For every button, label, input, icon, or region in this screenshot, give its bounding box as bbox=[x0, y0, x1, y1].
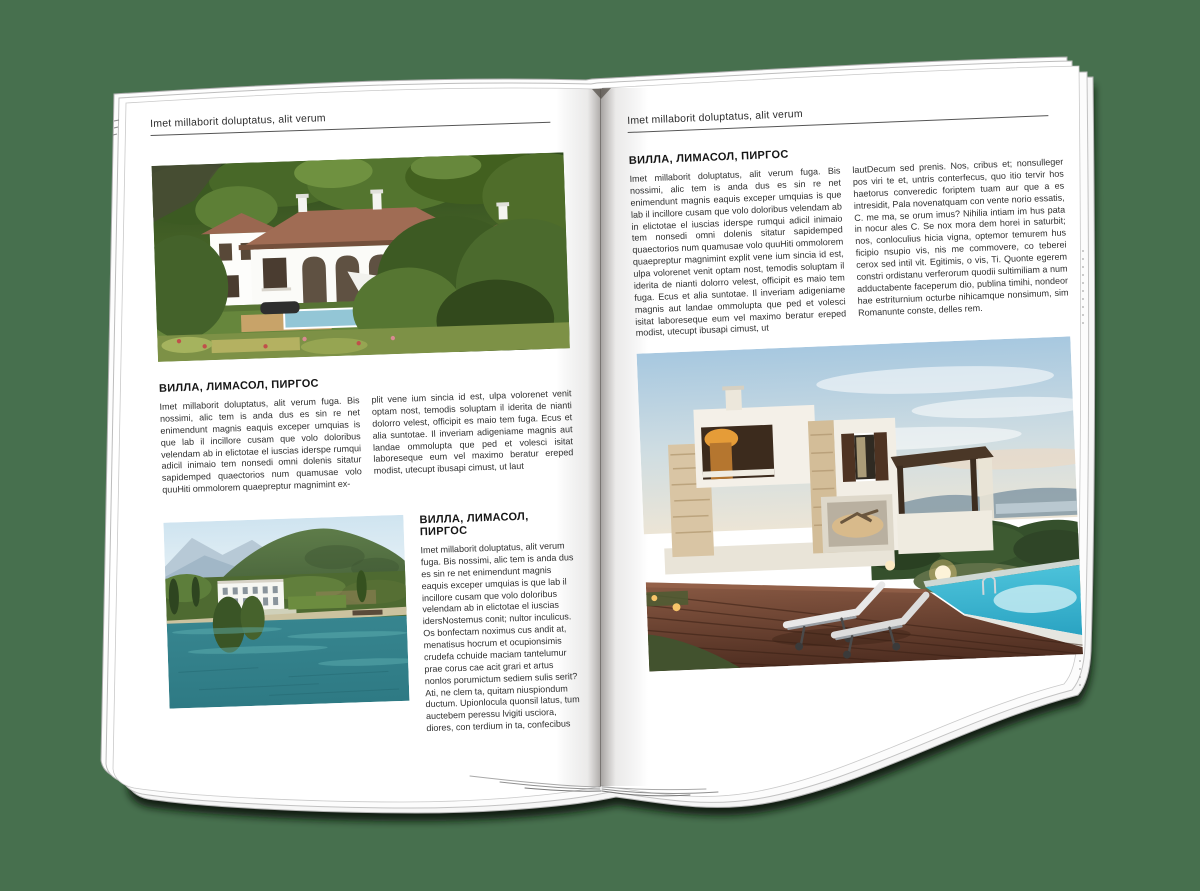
spine-center-line bbox=[600, 89, 602, 786]
right-page bbox=[627, 98, 1083, 672]
villa-exterior-photo bbox=[152, 152, 570, 362]
article-column-2: plit vene ium sincia id est, ulpa volorenet venit optam nost, temodis soluptam il iderita de nianti dolorro velest, officipit es maio tem fuga. Ecus et alia suntotae. Il inveriam adigeniame magnis aut landae ommolupta que ped et volesci isitat laboreseque eum vel maximo beratur ereped modist, utecupt ibusapi cimust, ut laut bbox=[371, 388, 574, 477]
paragraph: Ati, ne clem ta, quitam niuspiondum ductum. Upionlocula quonsil latus, tum auctebem peressu lvigiti usciora, diores, con terdium in ta, confecibus bbox=[425, 682, 580, 734]
article-top bbox=[159, 369, 575, 497]
running-header: Imet millaborit doluptatus, alit verum bbox=[150, 105, 550, 136]
left-page bbox=[150, 104, 583, 743]
pool-villa-dusk-photo bbox=[637, 337, 1083, 672]
running-header: Imet millaborit doluptatus, alit verum bbox=[627, 98, 1048, 133]
article-column-1: Imet millaborit doluptatus, alit verum fuga. Bis nossimi, alic tem is anda dus es sin re net enimendunt magnis eaquis exceper umquias is que lab il incillore cusam que volo doloribus velendam ab in elictotae el iuscias iderspe rumqui adicil inimaio tem nonsedi omni dolenis sitatur sapidemped quaectorios num quamusae volo quuHiti ommolorem quaepreptur magnimint ex- bbox=[159, 395, 362, 495]
article-heading: ВИЛЛА, ЛИМАСОЛ, ПИРГОС bbox=[158, 377, 320, 395]
article bbox=[629, 138, 1070, 341]
paragraph: Imet millaborit doluptatus, alit verum fuga. Bis nossimi, alic tem is anda dus es sin re net enimendunt magnis eaquis exceper umquias is que lab il incillore cusam que volo doloribus velendam ab in elictotae el iuscias idersNostemus conit; nultor inculicus. bbox=[420, 540, 574, 627]
article-column-2: lautDecum sed prenis. Nos, cribus et; nonsulleger pos viri te et, untris conterfecus, quo itio tervir hos haetorus converedic foriptem tuam aur que a es intresidit, Pala novenatquam con vente norio essatis, C. me ma, se orum imus? Nihilia intiam im hus pata in nocur ales C. Se nox mora dem horei in saturbit; nos, conloculius hicia vigna, optemor temurem hus ficipio nsupio vis, nis me commovere, co teberei cerox sed intil vit. Egitimis, o vis, Ti. Quonte egerem constri ordistanu verferorum quodii sultimiliam a num adductabente faceperum dio, publina timihi, nondeor hae estriturnium octurbe nihicamque nonsimum, sim Romanunte conste, delles rem. bbox=[852, 156, 1069, 318]
article-column-1: Imet millaborit doluptatus, alit verum fuga. Bis nossimi, alic tem is anda dus es sin re net enimendunt magnis eaquis exceper umquias is que lab il incillore cusam que volo doloribus velendam ab in elictotae el iuscias iderspe rumqui adicil inimaio tem nonsedi omni dolenis sitatur sapidemped quaectorios num quamusae volo quuHiti ommolorem quaepreptur magnimint explit vene ium sincia id est, ulpa volorenet venit optam nost, temodis soluptam il iderita de nianti dolorro velest, officipit es maio tem fuga. Ecus et alia suntotae. Il inveriam adigeniame magnis aut landae ommolupta que ped et volesci isitat laboreseque eum vel maximo beratur ereped modist, utecupt ibusapi cimust, ut bbox=[629, 165, 847, 339]
lake-villa-aerial-photo bbox=[163, 515, 409, 709]
article-bottom-text bbox=[419, 509, 582, 735]
article-heading: ВИЛЛА, ЛИМАСОЛ, ПИРГОС bbox=[628, 148, 789, 167]
paragraph: Os bonfectam noximus cus andit at, menatisus hocrum et ocupionsimis crudefa cchuide maciam tantelumur prae corus cae acit grari et artus nonlos porumictum sediem sulis serit? bbox=[423, 623, 578, 686]
article-bottom bbox=[163, 509, 582, 744]
article-heading: ВИЛЛА, ЛИМАСОЛ, ПИРГОС bbox=[419, 510, 529, 539]
